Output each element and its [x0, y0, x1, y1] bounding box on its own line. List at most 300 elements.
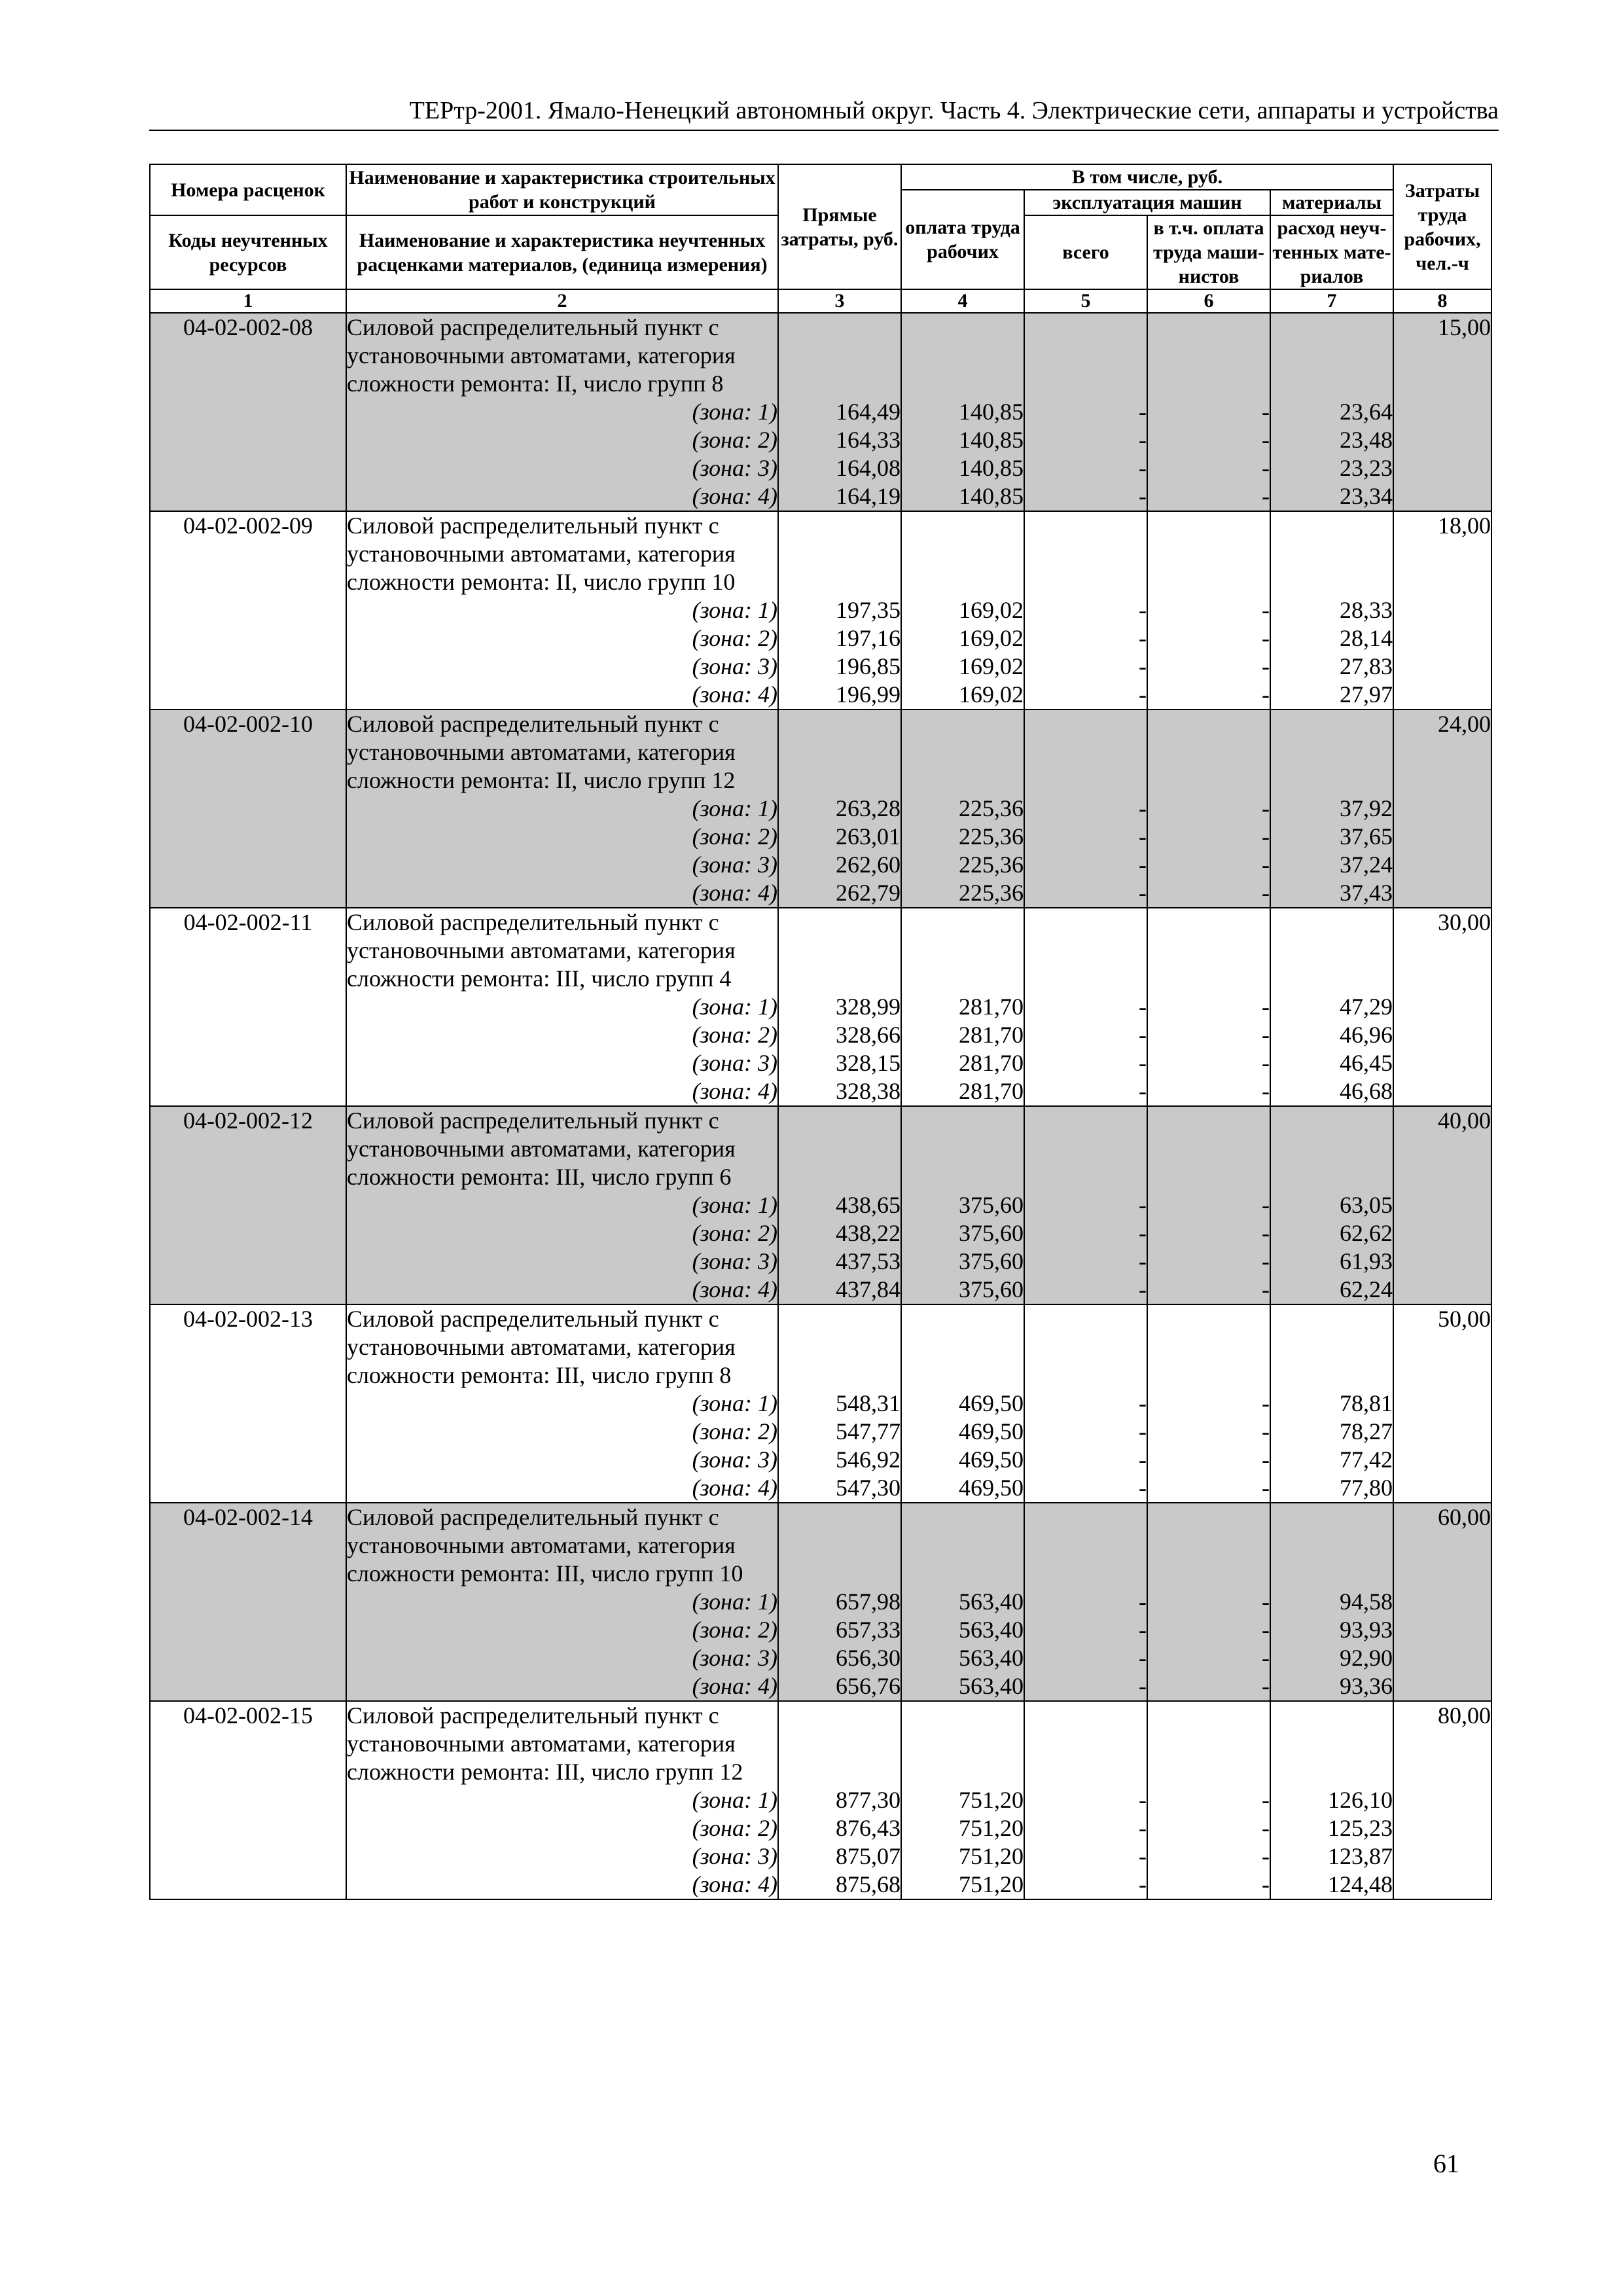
materials-cost: 77,80: [1340, 1475, 1393, 1501]
labor-pay: 281,70: [959, 1022, 1024, 1048]
machines-total: -: [1139, 653, 1147, 679]
labor-pay: 140,85: [959, 427, 1024, 453]
rate-code: 04-02-002-11: [150, 908, 346, 1106]
machinist-pay: -: [1262, 880, 1270, 906]
machinist-pay: -: [1262, 427, 1270, 453]
materials-cost: 125,23: [1328, 1815, 1393, 1841]
table-head: [150, 164, 1491, 313]
direct-cost: 875,07: [836, 1843, 901, 1869]
direct-cost: 437,84: [836, 1276, 901, 1302]
zone-label: (зона: 2): [692, 1815, 777, 1841]
materials-cost: 124,48: [1328, 1871, 1393, 1897]
machinist-pay: -: [1262, 483, 1270, 509]
labor-hours: 18,00: [1393, 511, 1491, 709]
work-description: Силовой распределительный пункт с установочными автоматами, категория сложности ремонта: III, число групп 12: [347, 1702, 743, 1785]
machines-total: -: [1139, 1843, 1147, 1869]
labor-pay-cell: [901, 1701, 1024, 1899]
labor-hours: 60,00: [1393, 1503, 1491, 1701]
labor-pay: 751,20: [959, 1843, 1024, 1869]
materials-cost: 62,24: [1340, 1276, 1393, 1302]
machinist-pay: -: [1262, 625, 1270, 651]
rate-code: 04-02-002-15: [150, 1701, 346, 1899]
materials-name-header: Наименование и характеристика неучтенных расценками материалов, (единица измерения): [346, 215, 778, 289]
machines-total: -: [1139, 1220, 1147, 1246]
spacer: [902, 314, 1024, 398]
labor-pay: 281,70: [959, 994, 1024, 1020]
zone-label: (зона: 4): [692, 1078, 777, 1104]
zone-label: (зона: 4): [692, 681, 777, 708]
machines-total-cell: [1024, 511, 1147, 709]
machinist-pay: -: [1262, 1078, 1270, 1104]
rate-code: 04-02-002-14: [150, 1503, 346, 1701]
spacer: [779, 1305, 901, 1390]
spacer: [1025, 908, 1147, 993]
direct-cost: 262,79: [836, 880, 901, 906]
column-number: 2: [346, 289, 778, 313]
machinist-pay: -: [1262, 399, 1270, 425]
materials-cost: 78,27: [1340, 1418, 1393, 1444]
direct-cost: 263,28: [836, 795, 901, 821]
spacer: [1025, 1107, 1147, 1191]
machines-total: -: [1139, 483, 1147, 509]
labor-pay: 751,20: [959, 1871, 1024, 1897]
machines-total: -: [1139, 1446, 1147, 1473]
labor-pay: 169,02: [959, 597, 1024, 623]
machinist-pay: -: [1262, 795, 1270, 821]
zone-label: (зона: 3): [692, 653, 777, 679]
labor-pay: 225,36: [959, 852, 1024, 878]
direct-cost-cell: [778, 313, 901, 511]
zone-label: (зона: 3): [692, 1843, 777, 1869]
machines-total-cell: [1024, 1304, 1147, 1503]
machinist-pay: -: [1262, 1248, 1270, 1274]
work-description-cell: [346, 709, 778, 908]
zone-label: (зона: 2): [692, 1022, 777, 1048]
spacer: [779, 314, 901, 398]
materials-cost: 28,33: [1340, 597, 1393, 623]
spacer: [1025, 1702, 1147, 1786]
direct-cost: 877,30: [836, 1787, 901, 1813]
materials-cell: [1270, 1304, 1393, 1503]
materials-cost: 27,83: [1340, 653, 1393, 679]
direct-cost: 328,66: [836, 1022, 901, 1048]
machinist-pay: -: [1262, 1843, 1270, 1869]
machines-total: -: [1139, 823, 1147, 850]
unaccounted-materials-header: расход неуч-тенных мате-риалов: [1270, 215, 1393, 289]
machines-total: -: [1139, 1022, 1147, 1048]
labor-pay: 469,50: [959, 1475, 1024, 1501]
machines-total: -: [1139, 1078, 1147, 1104]
zone-label: (зона: 1): [692, 1390, 777, 1416]
rate-code: 04-02-002-08: [150, 313, 346, 511]
direct-cost-cell: [778, 709, 901, 908]
work-description-cell: [346, 1503, 778, 1701]
work-description-cell: [346, 1106, 778, 1304]
machines-total: -: [1139, 1475, 1147, 1501]
labor-pay: 140,85: [959, 455, 1024, 481]
labor-hours: 40,00: [1393, 1106, 1491, 1304]
rate-code: 04-02-002-12: [150, 1106, 346, 1304]
machinist-pay: -: [1262, 1446, 1270, 1473]
machines-total: -: [1139, 1645, 1147, 1671]
direct-cost: 164,49: [836, 399, 901, 425]
materials-cost: 63,05: [1340, 1192, 1393, 1218]
spacer: [1148, 710, 1270, 795]
labor-pay-cell: [901, 313, 1024, 511]
spacer: [1148, 908, 1270, 993]
table-row: [150, 1304, 1491, 1503]
table-row: [150, 1503, 1491, 1701]
table-row: [150, 908, 1491, 1106]
zone-label: (зона: 4): [692, 1871, 777, 1897]
materials-cost: 126,10: [1328, 1787, 1393, 1813]
labor-pay: 469,50: [959, 1418, 1024, 1444]
machinist-pay-cell: [1147, 1106, 1270, 1304]
spacer: [1148, 1107, 1270, 1191]
work-description-cell: [346, 1701, 778, 1899]
machinist-pay-cell: [1147, 908, 1270, 1106]
direct-cost: 328,38: [836, 1078, 901, 1104]
machinist-pay: -: [1262, 1475, 1270, 1501]
materials-cell: [1270, 1701, 1393, 1899]
machines-total: -: [1139, 1276, 1147, 1302]
machinist-pay: -: [1262, 852, 1270, 878]
column-number: 1: [150, 289, 346, 313]
rates-table: [149, 164, 1492, 1900]
materials-cost: 93,36: [1340, 1673, 1393, 1699]
materials-cell: [1270, 313, 1393, 511]
spacer: [779, 1503, 901, 1588]
materials-cost: 77,42: [1340, 1446, 1393, 1473]
spacer: [1271, 1702, 1393, 1786]
direct-cost: 656,30: [836, 1645, 901, 1671]
materials-cost: 23,23: [1340, 455, 1393, 481]
zone-label: (зона: 2): [692, 1617, 777, 1643]
zone-label: (зона: 1): [692, 994, 777, 1020]
direct-cost: 548,31: [836, 1390, 901, 1416]
direct-cost: 328,15: [836, 1050, 901, 1076]
work-description: Силовой распределительный пункт с установочными автоматами, категория сложности ремонта: III, число групп 6: [347, 1107, 736, 1190]
zone-label: (зона: 1): [692, 597, 777, 623]
materials-cost: 123,87: [1328, 1843, 1393, 1869]
labor-pay: 469,50: [959, 1390, 1024, 1416]
labor-pay: 225,36: [959, 795, 1024, 821]
machinist-pay: -: [1262, 681, 1270, 708]
materials-cost: 37,24: [1340, 852, 1393, 878]
materials-cost: 78,81: [1340, 1390, 1393, 1416]
labor-pay: 751,20: [959, 1787, 1024, 1813]
machinist-pay: -: [1262, 823, 1270, 850]
rate-code: 04-02-002-10: [150, 709, 346, 908]
spacer: [902, 710, 1024, 795]
machines-total: -: [1139, 1418, 1147, 1444]
resource-codes-header: Коды неучтенных ресурсов: [150, 215, 346, 289]
zone-label: (зона: 1): [692, 1787, 777, 1813]
labor-pay: 140,85: [959, 399, 1024, 425]
direct-cost: 876,43: [836, 1815, 901, 1841]
zone-label: (зона: 2): [692, 427, 777, 453]
labor-pay-header: оплата труда рабочих: [901, 190, 1024, 289]
materials-cell: [1270, 908, 1393, 1106]
direct-cost: 164,19: [836, 483, 901, 509]
labor-pay: 375,60: [959, 1248, 1024, 1274]
labor-pay: 225,36: [959, 823, 1024, 850]
machines-total: -: [1139, 597, 1147, 623]
work-description-cell: [346, 1304, 778, 1503]
labor-hours: 80,00: [1393, 1701, 1491, 1899]
work-description: Силовой распределительный пункт с установочными автоматами, категория сложности ремонта: II, число групп 10: [347, 512, 736, 595]
spacer: [1271, 1107, 1393, 1191]
machines-total: -: [1139, 852, 1147, 878]
machines-total: -: [1139, 1050, 1147, 1076]
work-description: Силовой распределительный пункт с установочными автоматами, категория сложности ремонта: III, число групп 4: [347, 909, 736, 992]
labor-hours: 30,00: [1393, 908, 1491, 1106]
machines-total: -: [1139, 795, 1147, 821]
machines-total-cell: [1024, 1503, 1147, 1701]
spacer: [1271, 1305, 1393, 1390]
direct-costs-header: Прямые затраты, руб.: [778, 164, 901, 289]
direct-cost: 328,99: [836, 994, 901, 1020]
labor-pay: 281,70: [959, 1050, 1024, 1076]
zone-label: (зона: 1): [692, 1192, 777, 1218]
labor-pay-cell: [901, 1106, 1024, 1304]
machines-total: -: [1139, 1871, 1147, 1897]
direct-cost: 197,35: [836, 597, 901, 623]
machines-total-cell: [1024, 908, 1147, 1106]
materials-cost: 37,92: [1340, 795, 1393, 821]
machinist-pay: -: [1262, 1192, 1270, 1218]
spacer: [902, 1702, 1024, 1786]
machinist-pay: -: [1262, 455, 1270, 481]
spacer: [1148, 314, 1270, 398]
machinist-pay-header: в т.ч. оплата труда маши-нистов: [1147, 215, 1270, 289]
spacer: [902, 1107, 1024, 1191]
zone-label: (зона: 2): [692, 1220, 777, 1246]
work-description-cell: [346, 908, 778, 1106]
machines-total-cell: [1024, 313, 1147, 511]
direct-cost: 546,92: [836, 1446, 901, 1473]
rate-numbers-header: Номера расценок: [150, 164, 346, 215]
table-row: [150, 1701, 1491, 1899]
machines-total: -: [1139, 399, 1147, 425]
direct-cost: 263,01: [836, 823, 901, 850]
materials-cost: 46,96: [1340, 1022, 1393, 1048]
materials-cost: 93,93: [1340, 1617, 1393, 1643]
direct-cost-cell: [778, 1701, 901, 1899]
machinist-pay: -: [1262, 1022, 1270, 1048]
machinist-pay: -: [1262, 1588, 1270, 1615]
machinist-pay: -: [1262, 1673, 1270, 1699]
labor-pay: 563,40: [959, 1645, 1024, 1671]
column-number: 7: [1270, 289, 1393, 313]
labor-pay: 140,85: [959, 483, 1024, 509]
machinist-pay: -: [1262, 1815, 1270, 1841]
direct-cost: 196,99: [836, 681, 901, 708]
zone-label: (зона: 4): [692, 880, 777, 906]
labor-hours: 50,00: [1393, 1304, 1491, 1503]
table-row: [150, 1106, 1491, 1304]
zone-label: (зона: 3): [692, 852, 777, 878]
machinist-pay-cell: [1147, 1701, 1270, 1899]
machinist-pay: -: [1262, 1050, 1270, 1076]
spacer: [1025, 314, 1147, 398]
column-number: 5: [1024, 289, 1147, 313]
work-description: Силовой распределительный пункт с установочными автоматами, категория сложности ремонта: III, число групп 8: [347, 1306, 736, 1388]
materials-cost: 46,45: [1340, 1050, 1393, 1076]
machines-total: -: [1139, 1192, 1147, 1218]
rate-code: 04-02-002-09: [150, 511, 346, 709]
materials-cost: 94,58: [1340, 1588, 1393, 1615]
zone-label: (зона: 3): [692, 455, 777, 481]
zone-label: (зона: 3): [692, 1446, 777, 1473]
materials-cost: 27,97: [1340, 681, 1393, 708]
direct-cost-cell: [778, 511, 901, 709]
machinist-pay: -: [1262, 597, 1270, 623]
zone-label: (зона: 2): [692, 1418, 777, 1444]
machines-total-cell: [1024, 709, 1147, 908]
labor-pay: 169,02: [959, 681, 1024, 708]
spacer: [1148, 1702, 1270, 1786]
materials-header: материалы: [1270, 190, 1393, 215]
labor-pay: 563,40: [959, 1673, 1024, 1699]
machinist-pay: -: [1262, 1220, 1270, 1246]
labor-hours-header: Затраты труда рабочих, чел.-ч: [1393, 164, 1491, 289]
machines-header: эксплуатация машин: [1024, 190, 1270, 215]
materials-cost: 62,62: [1340, 1220, 1393, 1246]
work-description: Силовой распределительный пункт с установочными автоматами, категория сложности ремонта: II, число групп 12: [347, 711, 736, 793]
direct-cost: 438,65: [836, 1192, 901, 1218]
table-row: [150, 313, 1491, 511]
labor-pay-cell: [901, 1503, 1024, 1701]
zone-label: (зона: 3): [692, 1645, 777, 1671]
direct-cost: 656,76: [836, 1673, 901, 1699]
spacer: [1148, 1305, 1270, 1390]
machinist-pay: -: [1262, 1276, 1270, 1302]
zone-label: (зона: 1): [692, 1588, 777, 1615]
machinist-pay-cell: [1147, 511, 1270, 709]
machines-total-cell: [1024, 1701, 1147, 1899]
direct-cost: 196,85: [836, 653, 901, 679]
direct-cost: 547,30: [836, 1475, 901, 1501]
machines-total-header: всего: [1024, 215, 1147, 289]
materials-cost: 37,65: [1340, 823, 1393, 850]
direct-cost: 547,77: [836, 1418, 901, 1444]
labor-hours: 15,00: [1393, 313, 1491, 511]
zone-label: (зона: 3): [692, 1248, 777, 1274]
spacer: [779, 1107, 901, 1191]
spacer: [1271, 1503, 1393, 1588]
zone-label: (зона: 4): [692, 1673, 777, 1699]
materials-cost: 23,64: [1340, 399, 1393, 425]
machinist-pay-cell: [1147, 1304, 1270, 1503]
materials-cost: 23,34: [1340, 483, 1393, 509]
work-name-header: Наименование и характеристика строительных работ и конструкций: [346, 164, 778, 215]
zone-label: (зона: 4): [692, 1276, 777, 1302]
labor-pay-cell: [901, 511, 1024, 709]
direct-cost: 438,22: [836, 1220, 901, 1246]
materials-cell: [1270, 1503, 1393, 1701]
direct-cost-cell: [778, 1304, 901, 1503]
machinist-pay: -: [1262, 1645, 1270, 1671]
labor-pay-cell: [901, 1304, 1024, 1503]
materials-cell: [1270, 1106, 1393, 1304]
spacer: [1025, 1305, 1147, 1390]
work-description: Силовой распределительный пункт с установочными автоматами, категория сложности ремонта: III, число групп 10: [347, 1504, 743, 1587]
machines-total: -: [1139, 1390, 1147, 1416]
labor-pay-cell: [901, 908, 1024, 1106]
machinist-pay-cell: [1147, 313, 1270, 511]
direct-cost: 164,08: [836, 455, 901, 481]
machines-total: -: [1139, 681, 1147, 708]
spacer: [1271, 710, 1393, 795]
running-header: ТЕРтр-2001. Ямало-Ненецкий автономный округ. Часть 4. Электрические сети, аппараты и устройства: [149, 92, 1499, 131]
machinist-pay: -: [1262, 1787, 1270, 1813]
zone-label: (зона: 4): [692, 1475, 777, 1501]
spacer: [902, 908, 1024, 993]
machines-total: -: [1139, 880, 1147, 906]
direct-cost-cell: [778, 908, 901, 1106]
machinist-pay-cell: [1147, 709, 1270, 908]
work-description-cell: [346, 313, 778, 511]
spacer: [1025, 512, 1147, 596]
work-description: Силовой распределительный пункт с установочными автоматами, категория сложности ремонта: II, число групп 8: [347, 314, 736, 397]
labor-pay: 375,60: [959, 1276, 1024, 1302]
labor-pay: 375,60: [959, 1220, 1024, 1246]
labor-pay-cell: [901, 709, 1024, 908]
labor-pay: 563,40: [959, 1617, 1024, 1643]
machinist-pay: -: [1262, 1871, 1270, 1897]
direct-cost: 657,98: [836, 1588, 901, 1615]
spacer: [902, 1503, 1024, 1588]
labor-pay: 469,50: [959, 1446, 1024, 1473]
direct-cost: 437,53: [836, 1248, 901, 1274]
machines-total: -: [1139, 994, 1147, 1020]
spacer: [779, 512, 901, 596]
spacer: [1271, 314, 1393, 398]
spacer: [1271, 512, 1393, 596]
direct-cost: 875,68: [836, 1871, 901, 1897]
materials-cost: 92,90: [1340, 1645, 1393, 1671]
page-number: 61: [1433, 2149, 1459, 2178]
including-header: В том числе, руб.: [901, 164, 1393, 190]
materials-cost: 47,29: [1340, 994, 1393, 1020]
column-number: 8: [1393, 289, 1491, 313]
machines-total: -: [1139, 625, 1147, 651]
direct-cost-cell: [778, 1503, 901, 1701]
work-description-cell: [346, 511, 778, 709]
labor-pay: 169,02: [959, 653, 1024, 679]
machines-total: -: [1139, 1248, 1147, 1274]
machinist-pay-cell: [1147, 1503, 1270, 1701]
table-body: [150, 313, 1491, 1899]
table-row: [150, 511, 1491, 709]
materials-cell: [1270, 511, 1393, 709]
spacer: [902, 1305, 1024, 1390]
machines-total-cell: [1024, 1106, 1147, 1304]
materials-cell: [1270, 709, 1393, 908]
zone-label: (зона: 2): [692, 823, 777, 850]
labor-pay: 225,36: [959, 880, 1024, 906]
machines-total: -: [1139, 427, 1147, 453]
direct-cost: 197,16: [836, 625, 901, 651]
zone-label: (зона: 3): [692, 1050, 777, 1076]
spacer: [1025, 710, 1147, 795]
zone-label: (зона: 1): [692, 795, 777, 821]
materials-cost: 37,43: [1340, 880, 1393, 906]
machines-total: -: [1139, 455, 1147, 481]
table-row: [150, 709, 1491, 908]
spacer: [779, 1702, 901, 1786]
